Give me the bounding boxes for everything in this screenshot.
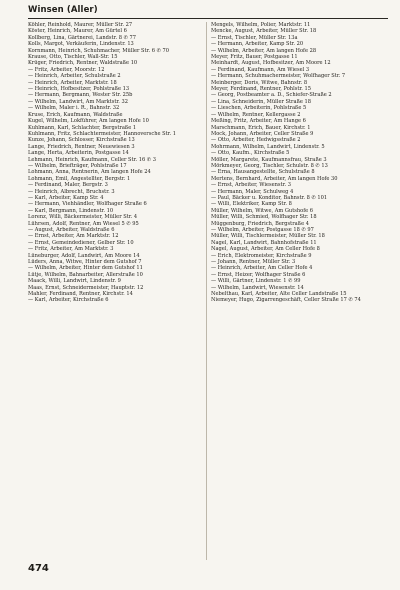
directory-entry: — Ferdinand, Kaufmann, Am Wiesel 3 xyxy=(211,66,310,73)
column-divider xyxy=(206,22,207,560)
directory-entry: — Karl, Arbeiter, Kamp Str. 4 xyxy=(28,194,104,201)
directory-entry: — Wilhelm, Landwirt, Am Marktstr. 32 xyxy=(28,98,128,105)
directory-entry: Lohmann, Anna, Rentnerin, Am langen Hofe 24 xyxy=(28,169,151,176)
directory-entry: — August, Arbeiter, Waldstraße 6 xyxy=(28,227,115,233)
directory-entry: — Wilhelm, Maler i. R., Bahnstr. 32 xyxy=(28,105,120,112)
directory-entry: Müggenburg, Friedrich, Bergstraße 4 xyxy=(211,220,309,227)
directory-entry: Nagel, Karl, Landwirt, Bahnhofstraße 11 xyxy=(211,239,317,246)
directory-entry: Müller, Wilhelm, Witwe, Am Gutshofe 6 xyxy=(211,207,313,214)
directory-entry: Krause, Otto, Tischler, Wall-Str. 15 xyxy=(28,54,118,61)
directory-page xyxy=(8,4,394,586)
directory-entry: — Heinrich, Hofbesitzer, Pohlstraße 13 xyxy=(28,86,130,93)
directory-entry: Lüneburger, Adolf, Landwirt, Am Moore 14 xyxy=(28,252,140,259)
directory-entry: Mahler, Ferdinand, Rentner, Kirchstr. 14 xyxy=(28,291,133,298)
directory-entry: — Fritz, Arbeiter, Moorstr. 12 xyxy=(28,66,105,73)
directory-entry: — Wilhelm, Arbeiter, Am langen Hofe 28 xyxy=(211,47,317,54)
directory-entry: — Hermann, Bergmann, Wester Str. 25b xyxy=(28,92,133,99)
directory-entry: Mencke, August, Arbeiter, Müller Str. 18 xyxy=(211,28,317,35)
directory-entry: Lüders, Anna, Witwe, Hinter dem Gutshof 7 xyxy=(28,259,142,266)
directory-entry: Kolls, Margot, Verkäuferin, Lindenstr. 13 xyxy=(28,41,134,48)
directory-entry: — Hermann, Schuhmachermeister, Wolfhager Str. 7 xyxy=(211,73,346,80)
directory-entry: Marschmann, Erich, Bauer, Kirchstr. 1 xyxy=(211,124,311,131)
directory-entry: — Hermann, Arbeiter, Kamp Str. 20 xyxy=(211,41,304,48)
directory-entry: Nebelthau, Karl, Arbeiter, Alte Celler Landstraße 15 xyxy=(211,291,347,298)
directory-entry: — Heinrich, Arbeiter, Marktstr. 18 xyxy=(28,79,117,86)
directory-entry: — Wilhelm, Arbeiter, Hinter dem Gutshof 11 xyxy=(28,265,143,272)
directory-entry: Kunze, Johann, Schlosser, Kirchstraße 13 xyxy=(28,137,135,144)
directory-entry: — Wilhelm, Landwirt, Wiesenstr. 14 xyxy=(211,284,304,291)
directory-entry: — Otto, Arbeiter, Hedwigsstraße 2 xyxy=(211,137,301,144)
directory-entry: — Wilhelm, Briefträger, Pohlstraße 17 xyxy=(28,162,127,169)
directory-entry: Kornmann, Heinrich, Schuhmacher, Müller Str. 6 ✆ 70 xyxy=(28,47,169,54)
directory-entry: — Georg, Postbeamter a. D., Schiefer-Straße 2 xyxy=(211,92,332,99)
directory-entry: — Ernst, Tischler, Müller Str. 13a xyxy=(211,34,298,41)
directory-entry: Kruse, Erich, Kaufmann, Waldstraße xyxy=(28,111,123,118)
directory-entry: Krüger, Friedrich, Rentner, Waldstraße 10 xyxy=(28,60,138,67)
directory-entry: Meinberger, Doris, Witwe, Bahnstr. 8 xyxy=(211,79,308,86)
directory-entry: — Lieschen, Arbeiterin, Pohlstraße 5 xyxy=(211,105,307,112)
directory-entry: — Willi, Gärtner, Lindenstr. 1 ✆ 99 xyxy=(211,278,301,285)
directory-entry: — Paul, Bäcker u. Konditor, Bahnstr. 8 ✆ 101 xyxy=(211,194,328,201)
directory-entry: Meßing, Fritz, Arbeiter, Am Hange 6 xyxy=(211,118,306,125)
directory-entry: Mohrmann, Wilhelm, Landwirt, Lindenstr. 5 xyxy=(211,143,325,150)
directory-entry: Nagel, August, Arbeiter, Am Celler Hofe 8 xyxy=(211,246,320,253)
directory-entry: — Fritz, Arbeiter, Am Marktstr. 3 xyxy=(28,246,114,253)
directory-entry: — Lina, Schneiderin, Müller Straße 18 xyxy=(211,98,312,105)
right-column xyxy=(211,22,389,562)
directory-entry: Köhler, Reinhold, Maurer, Müller Str. 27 xyxy=(28,22,133,28)
directory-entry: Mengels, Wilhelm, Polier, Marktstr. 11 xyxy=(211,22,311,28)
directory-entry: — Erna, Hausangestellte, Schulstraße 8 xyxy=(211,169,315,176)
left-column xyxy=(28,22,204,562)
directory-entry: Müller, Willi, Schmied, Wolfhager Str. 18 xyxy=(211,214,317,221)
directory-entry: Lange, Herta, Arbeiterin, Postgasse 14 xyxy=(28,150,129,157)
directory-entry: Kuhlmann, Fritz, Schlachtermeister, Hannoversche Str. 1 xyxy=(28,130,177,137)
directory-entry: Mock, Johann, Arbeiter, Celler Straße 9 xyxy=(211,130,314,137)
directory-entry: Lohmann, Emil, Angestellter, Bergstr. 1 xyxy=(28,175,131,182)
directory-entry: Kuhlmann, Karl, Schlachter, Bergstraße 1 xyxy=(28,124,137,131)
directory-entry: Meyer, Ferdinand, Rentner, Pohlstr. 15 xyxy=(211,86,311,93)
directory-entry: Lorenz, Willi, Bäckermeister, Müller Str. 4 xyxy=(28,214,138,221)
directory-entry: — Wilhelm, Arbeiter, Postgasse 18 ✆ 97 xyxy=(211,227,314,233)
directory-entry: — Erich, Elektromeister, Kirchstraße 9 xyxy=(211,252,312,259)
directory-entry: — Karl, Bergmann, Lindenstr. 10 xyxy=(28,207,114,214)
directory-entry: — Ferdinand, Maler, Bergstr. 3 xyxy=(28,182,108,189)
directory-entry: Mörkmeyer, Georg, Tischler, Schulstr. 8 ✆ 13 xyxy=(211,162,328,169)
directory-entry: Mertens, Bernhard, Arbeiter, Am langen Hofe 30 xyxy=(211,175,338,182)
page-header xyxy=(28,4,388,19)
directory-entry: — Heinrich, Arbeiter, Schulstraße 2 xyxy=(28,73,121,80)
directory-entry: Niemeyer, Hugo, Zigarrengeschäft, Celler Straße 17 ✆ 74 xyxy=(211,297,361,304)
directory-entry: — Wilhelm, Rentner, Kellergasse 2 xyxy=(211,111,301,118)
directory-entry: Meinhardt, August, Hofbesitzer, Am Moore 12 xyxy=(211,60,331,67)
directory-entry: Müller, Willi, Tischlermeister, Müller Str. 18 xyxy=(211,233,325,240)
directory-entry: — Ernst, Arbeiter, Am Marktstr. 12 xyxy=(28,233,119,240)
directory-entry: — Ernst, Gemeindediener, Gelber Str. 10 xyxy=(28,239,134,246)
page-number: 474 xyxy=(28,563,49,574)
page-title: Winsen (Aller) xyxy=(28,5,98,15)
directory-entry: Lange, Friedrich, Rentner, Neuewiesen 3 xyxy=(28,143,135,150)
directory-entry: — Karl, Arbeiter, Kirchstraße 6 xyxy=(28,297,109,304)
directory-entry: — Ernst, Arbeiter, Wiesenstr. 3 xyxy=(211,182,291,189)
directory-entry: Maas, Ernst, Schneidermeister, Hauptstr. 12 xyxy=(28,284,144,291)
directory-entry: Lütje, Wilhelm, Bahnarbeiter, Allerstraße 10 xyxy=(28,271,143,278)
directory-entry: — Heinrich, Arbeiter, Am Celler Hofe 4 xyxy=(211,265,313,272)
directory-entry: Maack, Willi, Landwirt, Lindenstr. 9 xyxy=(28,278,121,285)
directory-entry: Kugel, Wilhelm, Lokführer, Am langen Hofe 10 xyxy=(28,118,149,125)
directory-entry: Möller, Margarete, Kaufmannsfrau, Straße 3 xyxy=(211,156,327,163)
directory-entry: — Hermann, Viehhändler, Wolfhager Straße 6 xyxy=(28,201,147,208)
directory-entry: Kollberg, Lina, Gärtnerei, Landstr. 8 ✆ 77 xyxy=(28,34,136,41)
directory-entry: — Heinrich, Albrecht, Bruchstr. 3 xyxy=(28,188,115,195)
directory-entry: Lehmann, Heinrich, Kaufmann, Celler Str. 16 ✆ 3 xyxy=(28,156,156,163)
directory-entry: — Hermann, Maler, Schulweg 4 xyxy=(211,188,294,195)
directory-entry: — Ernst, Heizer, Wolfhager Straße 6 xyxy=(211,271,306,278)
directory-entry: Meyer, Fritz, Bauer, Postgasse 11 xyxy=(211,54,298,61)
directory-entry: — Willi, Elektriker, Kamp Str. 8 xyxy=(211,201,292,208)
directory-entry: Köster, Heinrich, Maurer, Am Gürtel 6 xyxy=(28,28,127,35)
directory-entry: Lührsen, Adolf, Rentner, Am Wiesel 5 ✆ 95 xyxy=(28,220,139,227)
directory-entry: — Johann, Rentner, Müller Str. 3 xyxy=(211,259,296,266)
directory-entry: — Otto, Kaufm., Kirchstraße 5 xyxy=(211,150,290,157)
